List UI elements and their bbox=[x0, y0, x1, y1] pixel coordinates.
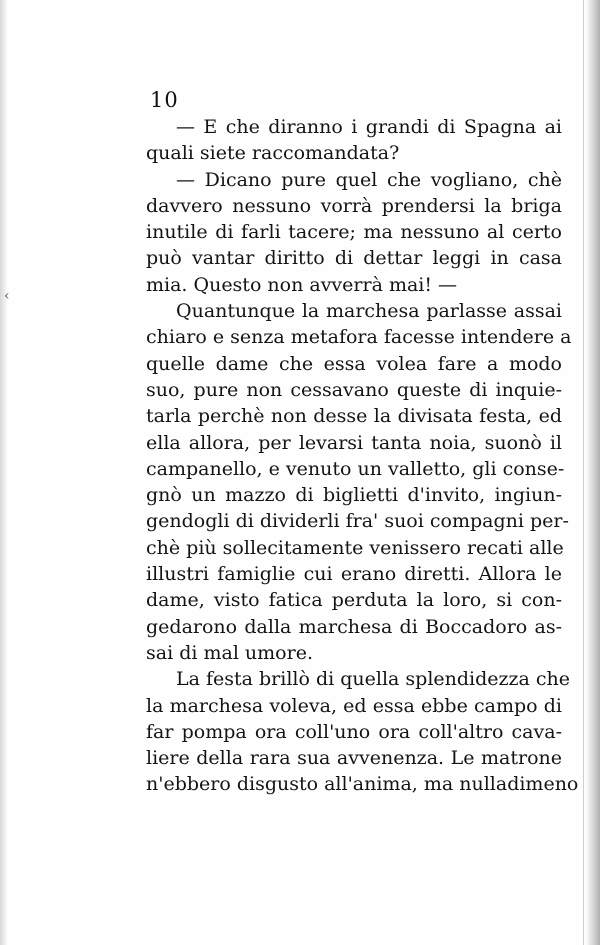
scan-edge-line bbox=[583, 0, 584, 945]
text-line: può vantar diritto di dettar leggi in casa bbox=[146, 247, 562, 270]
page-number: 10 bbox=[150, 88, 179, 112]
text-line: far pompa ora coll'uno ora coll'altro cava- bbox=[146, 720, 562, 743]
text-line: chiaro e senza metafora facesse intendere a bbox=[146, 326, 572, 349]
text-line: dame, visto fatica perduta la loro, si con- bbox=[146, 589, 562, 612]
text-line: suo, pure non cessavano queste di inquie- bbox=[146, 378, 562, 401]
text-line: mia. Questo non avverrà mai! — bbox=[146, 273, 458, 296]
scan-edge-left bbox=[0, 0, 8, 945]
text-line: quelle dame che essa volea fare a modo bbox=[146, 352, 562, 375]
text-line: gedarono dalla marchesa di Boccadoro as- bbox=[146, 615, 562, 638]
text-line: quali siete raccomandata? bbox=[146, 142, 400, 165]
text-line: Quantunque la marchesa parlasse assai bbox=[176, 300, 562, 323]
text-line: illustri famiglie cui erano diretti. Allora le bbox=[146, 563, 562, 586]
text-line: n'ebbero disgusto all'anima, ma nulladimeno bbox=[146, 773, 579, 796]
text-line: la marchesa voleva, ed essa ebbe campo di bbox=[146, 694, 562, 717]
text-line: gnò un mazzo di biglietti d'invito, ingiun- bbox=[146, 484, 562, 507]
text-line: tarla perchè non desse la divisata festa, ed bbox=[146, 405, 562, 428]
body-text bbox=[146, 114, 579, 798]
margin-mark: ‹ bbox=[4, 288, 10, 304]
scan-edge-right bbox=[586, 0, 600, 945]
text-line: chè più sollecitamente venissero recati alle bbox=[146, 536, 564, 559]
text-line: liere della rara sua avvenenza. Le matrone bbox=[146, 747, 562, 770]
text-line: gendogli di dividerli fra' suoi compagni per- bbox=[146, 510, 569, 533]
text-line: — E che diranno i grandi di Spagna ai bbox=[176, 116, 562, 138]
text-line: — Dicano pure quel che vogliano, chè bbox=[176, 168, 562, 191]
text-line: sai di mal umore. bbox=[146, 641, 313, 664]
text-line: campanello, e venuto un valletto, gli conse- bbox=[146, 457, 565, 480]
text-line: ella allora, per levarsi tanta noia, suonò il bbox=[146, 431, 562, 454]
text-line: La festa brillò di quella splendidezza che bbox=[176, 668, 571, 691]
text-line: inutile di farli tacere; ma nessuno al certo bbox=[146, 221, 562, 244]
text-line: davvero nessuno vorrà prendersi la briga bbox=[146, 194, 562, 217]
